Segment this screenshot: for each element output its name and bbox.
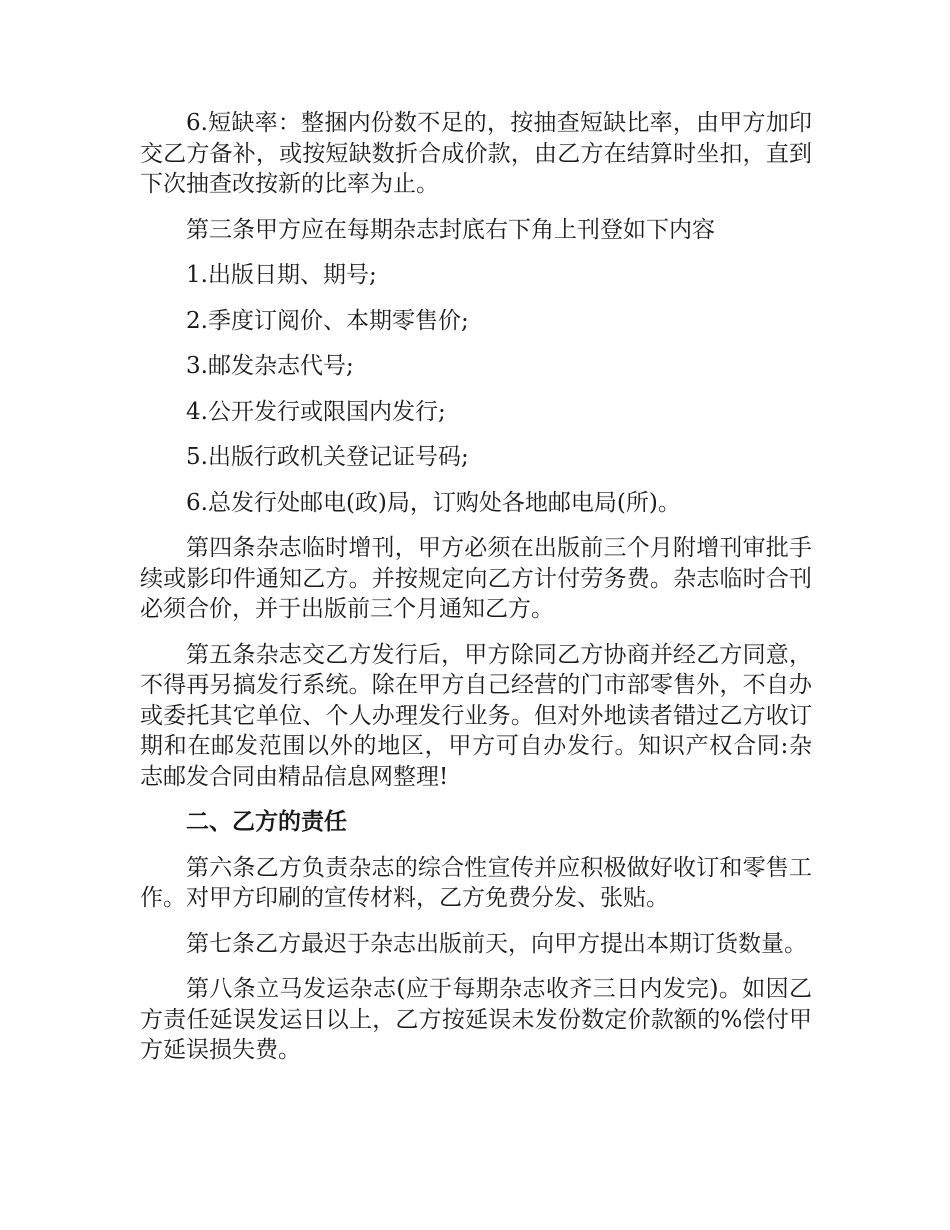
paragraph-article-8: 第八条立马发运杂志(应于每期杂志收齐三日内发完)。如因乙方责任延误发运日以上，乙方按延误未发份数定价款额的%偿付甲方延误损失费。 (140, 976, 812, 1063)
list-item-distribution-office: 6.总发行处邮电(政)局，订购处各地邮电局(所)。 (186, 489, 681, 516)
paragraph-article-5: 第五条杂志交乙方发行后，甲方除同乙方协商并经乙方同意，不得再另搞发行系统。除在甲方自己经营的门市部零售外，不自办或委托其它单位、个人办理发行业务。但对外地读者错过乙方收订期和在邮发范围以外的地区，甲方可自办发行。知识产权合同:杂志邮发合同由精品信息网整理! (140, 641, 812, 790)
paragraph-article-4: 第四条杂志临时增刊，甲方必须在出版前三个月附增刊审批手续或影印件通知乙方。并按规定向乙方计付劳务费。杂志临时合刊必须合价，并于出版前三个月通知乙方。 (140, 535, 812, 622)
list-item-postal-code: 3.邮发杂志代号; (186, 353, 354, 379)
document-page (140, 108, 812, 1081)
paragraph-article-7: 第七条乙方最迟于杂志出版前天，向甲方提出本期订货数量。 (186, 930, 807, 957)
list-item-registration-number: 5.出版行政机关登记证号码; (186, 444, 469, 470)
list-item-price: 2.季度订阅价、本期零售价; (186, 307, 469, 334)
paragraph-shortage-rate: 6.短缺率：整捆内份数不足的，按抽查短缺比率，由甲方加印交乙方备补，或按短缺数折合成价款，由乙方在结算时坐扣，直到下次抽查改按新的比率为止。 (140, 110, 812, 197)
paragraph-article-3: 第三条甲方应在每期杂志封底右下角上刊登如下内容 (186, 216, 715, 243)
section-heading-party-b: 二、乙方的责任 (186, 809, 347, 835)
list-item-distribution-scope: 4.公开发行或限国内发行; (186, 398, 446, 425)
paragraph-article-6: 第六条乙方负责杂志的综合性宣传并应积极做好收订和零售工作。对甲方印刷的宣传材料，乙方免费分发、张贴。 (140, 854, 812, 911)
list-item-publish-date: 1.出版日期、期号; (186, 262, 377, 288)
